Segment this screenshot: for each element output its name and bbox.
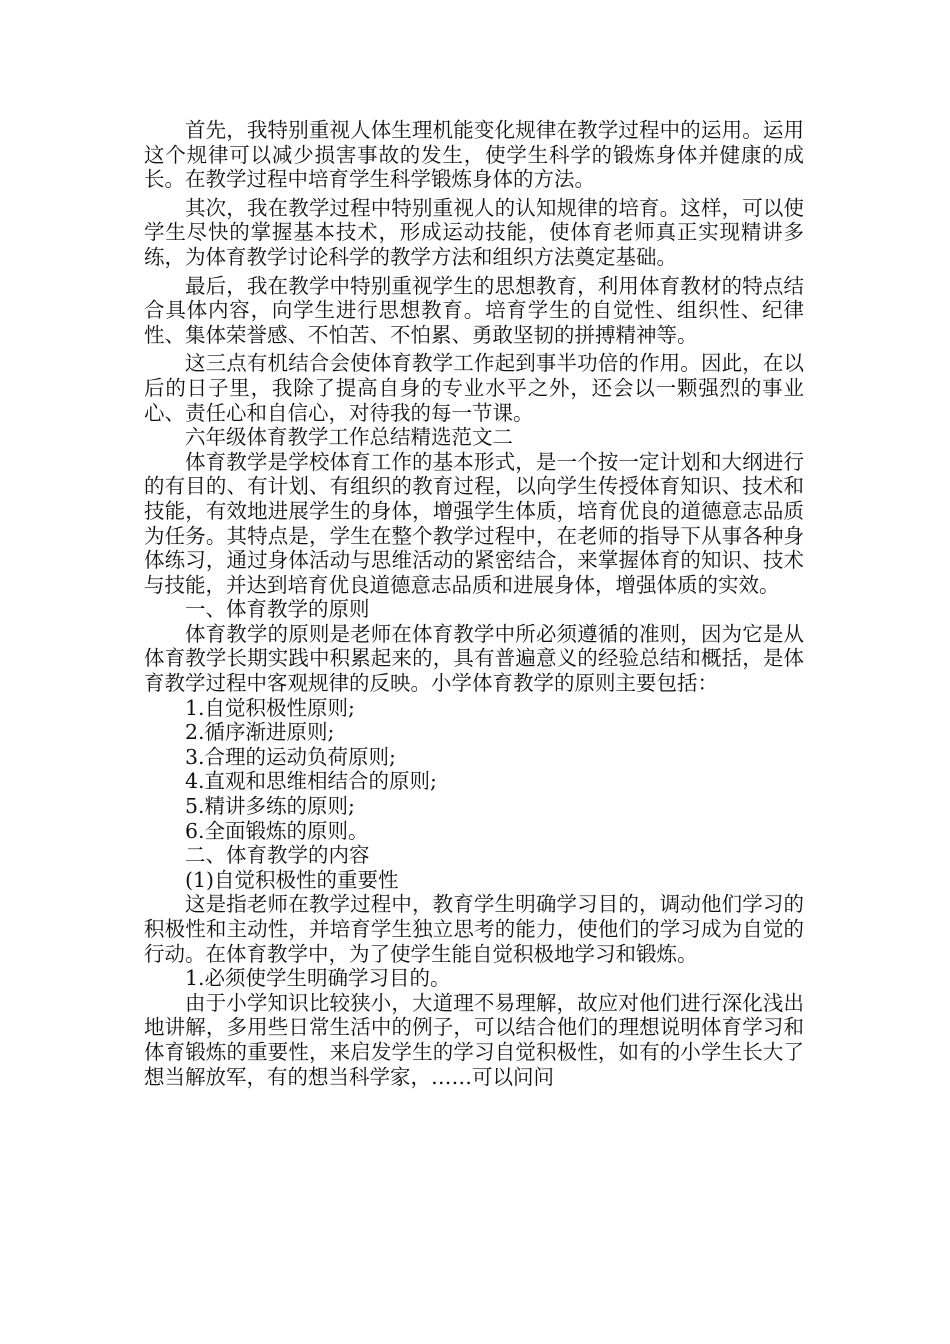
list-item: 1.自觉积极性原则;	[185, 695, 355, 720]
heading-principles: 一、体育教学的原则	[185, 597, 370, 622]
paragraph-third-point: 最后，我在教学中特别重视学生的思想教育，利用体育教材的特点结合具体内容，向学生进行思想教育。培育学生的自觉性、组织性、纪律性、集体荣誉感、不怕苦、不怕累、勇敢坚韧的拼搏精神等。	[144, 273, 804, 347]
list-item: 6.全面锻炼的原则。	[185, 818, 369, 843]
paragraph-intro: 体育教学是学校体育工作的基本形式，是一个按一定计划和大纲进行的有目的、有计划、有组织的教育过程，以向学生传授体育知识、技术和技能，有效地进展学生的身体，增强学生体质，培育优良的道德意志品质为任务。其特点是，学生在整个教学过程中，在老师的指导下从事各种身体练习，通过身体活动与思维活动的紧密结合，来掌握体育的知识、技术与技能，并达到培育优良道德意志品质和进展身体，增强体质的实效。	[144, 449, 804, 597]
section-title-essay-two: 六年级体育教学工作总结精选范文二	[185, 425, 513, 450]
list-item: 2.循序渐进原则;	[185, 720, 335, 745]
paragraph-conclusion: 这三点有机结合会使体育教学工作起到事半功倍的作用。因此，在以后的日子里，我除了提高自身的专业水平之外，还会以一颗强烈的事业心、责任心和自信心，对待我的每一节课。	[144, 351, 804, 425]
document-body	[144, 118, 804, 1089]
list-item: 4.直观和思维相结合的原则;	[185, 769, 437, 794]
list-item: 3.合理的运动负荷原则;	[185, 744, 396, 769]
list-item: 5.精讲多练的原则;	[185, 794, 355, 819]
paragraph-explanation: 由于小学知识比较狭小，大道理不易理解，故应对他们进行深化浅出地讲解，多用些日常生活中的例子，可以结合他们的理想说明体育学习和体育锻炼的重要性，来启发学生的学习自觉积极性，如有的小学生长大了想当解放军，有的想当科学家，……可以问问	[144, 990, 804, 1089]
paragraph-first-point: 首先，我特别重视人体生理机能变化规律在教学过程中的运用。运用这个规律可以减少损害事故的发生，使学生科学的锻炼身体并健康的成长。在教学过程中培育学生科学锻炼身体的方法。	[144, 118, 804, 192]
list-item-goal: 1.必须使学生明确学习目的。	[185, 966, 451, 991]
heading-content: 二、体育教学的内容	[185, 843, 370, 868]
paragraph-principles: 体育教学的原则是老师在体育教学中所必须遵循的准则，因为它是从体育教学长期实践中积累起来的，具有普遍意义的经验总结和概括，是体育教学过程中客观规律的反映。小学体育教学的原则主要包括：	[144, 621, 804, 696]
subheading-initiative: (1)自觉积极性的重要性	[185, 867, 399, 892]
paragraph-second-point: 其次，我在教学过程中特别重视人的认知规律的培育。这样，可以使学生尽快的掌握基本技术，形成运动技能，使体育老师真正实现精讲多练，为体育教学讨论科学的教学方法和组织方法奠定基础。	[144, 195, 804, 269]
paragraph-initiative: 这是指老师在教学过程中，教育学生明确学习目的，调动他们学习的积极性和主动性，并培育学生独立思考的能力，使他们的学习成为自觉的行动。在体育教学中，为了使学生能自觉积极地学习和锻炼。	[144, 892, 804, 966]
